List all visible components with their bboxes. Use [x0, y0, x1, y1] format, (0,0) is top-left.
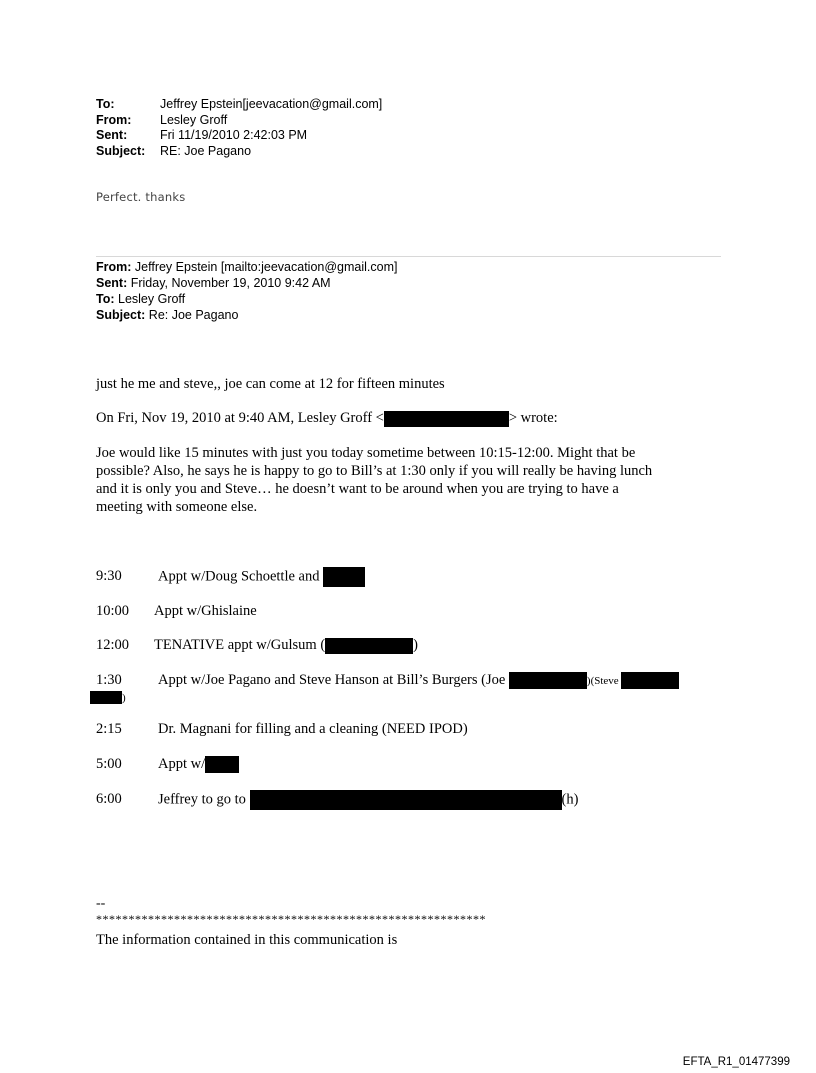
fwd-sent-value: Friday, November 19, 2010 9:42 AM [127, 276, 331, 290]
schedule-time: 2:15 [96, 721, 122, 737]
fwd-subject-label: Subject: [96, 308, 146, 322]
schedule-entry: Appt w/Ghislaine [154, 603, 257, 619]
quoted-line-4: meeting with someone else. [96, 499, 258, 515]
schedule-entry-text: ) [122, 692, 126, 704]
reply-text: Perfect. thanks [96, 190, 186, 204]
fwd-sent-row [96, 275, 397, 291]
fwd-sent-label: Sent: [96, 276, 128, 290]
fwd-from-value: Jeffrey Epstein [mailto:jeevacation@gmail.com] [131, 260, 398, 274]
subject-label: Subject: [96, 143, 146, 158]
header-subject-row [96, 144, 382, 160]
schedule-entry-text: (h) [561, 791, 579, 808]
schedule-entry-text: TENATIVE appt w/Gulsum ( [154, 637, 326, 653]
quoted-line-1: Joe would like 15 minutes with just you today sometime between 10:15-12:00. Might that be [96, 445, 636, 461]
quoted-line-3: and it is only you and Steve… he doesn’t want to be around when you are trying to have a [96, 481, 619, 497]
redaction-block [325, 638, 413, 654]
schedule-entry-text: )(Steve [586, 675, 622, 687]
fwd-from-label: From: [96, 260, 132, 274]
redaction-block [621, 672, 679, 689]
schedule-entry: Dr. Magnani for filling and a cleaning (NEED IPOD) [158, 721, 468, 737]
redaction-email [384, 411, 509, 427]
from-value: Lesley Groff [160, 112, 228, 127]
schedule-time: 6:00 [96, 791, 122, 807]
schedule-time: 5:00 [96, 756, 122, 772]
fwd-from-row [96, 259, 397, 275]
schedule-entry-text: Appt w/Doug Schoettle and [158, 568, 324, 585]
from-label: From: [96, 112, 132, 127]
schedule-entry-text: Appt w/ [158, 756, 206, 772]
fwd-subject-row [96, 307, 397, 323]
redaction-block [90, 691, 122, 704]
fwd-to-row [96, 291, 397, 307]
message-line-1: just he me and steve,, joe can come at 12 for fifteen minutes [96, 376, 445, 392]
header-to-row [96, 97, 382, 113]
subject-value: RE: Joe Pagano [160, 143, 252, 158]
schedule-time: 10:00 [96, 603, 130, 619]
schedule-time: 12:00 [96, 637, 130, 653]
signature-stars: ************************************************************ [96, 912, 486, 926]
quote-prefix: On Fri, Nov 19, 2010 at 9:40 AM, Lesley Groff < [96, 410, 384, 426]
sent-value: Fri 11/19/2010 2:42:03 PM [160, 128, 308, 142]
forwarded-header [96, 259, 397, 323]
fwd-subject-value: Re: Joe Pagano [145, 308, 239, 322]
schedule-entry [154, 636, 418, 654]
redaction-block [509, 672, 587, 689]
header-from-row [96, 113, 382, 129]
header-sent-row [96, 128, 382, 144]
redaction-block [323, 567, 365, 587]
schedule-entry-wrap [90, 688, 126, 707]
document-id: EFTA_R1_01477399 [682, 1056, 790, 1068]
to-value: Jeffrey Epstein[jeevacation@gmail.com] [160, 97, 383, 111]
email-header [96, 97, 382, 159]
schedule-entry-text: Jeffrey to go to [158, 791, 250, 808]
fwd-to-label: To: [96, 292, 115, 306]
schedule-entry [158, 671, 679, 690]
schedule-entry [158, 567, 365, 587]
schedule-entry-text: Appt w/Joe Pagano and Steve Hanson at Bill’s Burgers (Joe [158, 672, 509, 688]
signature-dashes: -- [96, 896, 106, 911]
quoted-line-2: possible? Also, he says he is happy to go to Bill’s at 1:30 only if you will really be having lunch [96, 463, 653, 479]
to-label: To: [96, 97, 115, 111]
schedule-entry-text: ) [413, 637, 418, 653]
quote-attribution [96, 409, 558, 427]
disclaimer-text: The information contained in this communication is [96, 932, 398, 948]
schedule-time: 1:30 [96, 672, 122, 688]
quoted-paragraph [96, 444, 652, 516]
schedule-entry [158, 755, 239, 773]
quote-divider [96, 256, 721, 257]
quote-suffix: > wrote: [508, 410, 558, 426]
sent-label: Sent: [96, 128, 128, 142]
fwd-to-value: Lesley Groff [114, 292, 186, 306]
schedule-entry [158, 790, 578, 810]
redaction-block [250, 790, 562, 810]
redaction-block [205, 756, 239, 773]
schedule-time: 9:30 [96, 568, 122, 584]
